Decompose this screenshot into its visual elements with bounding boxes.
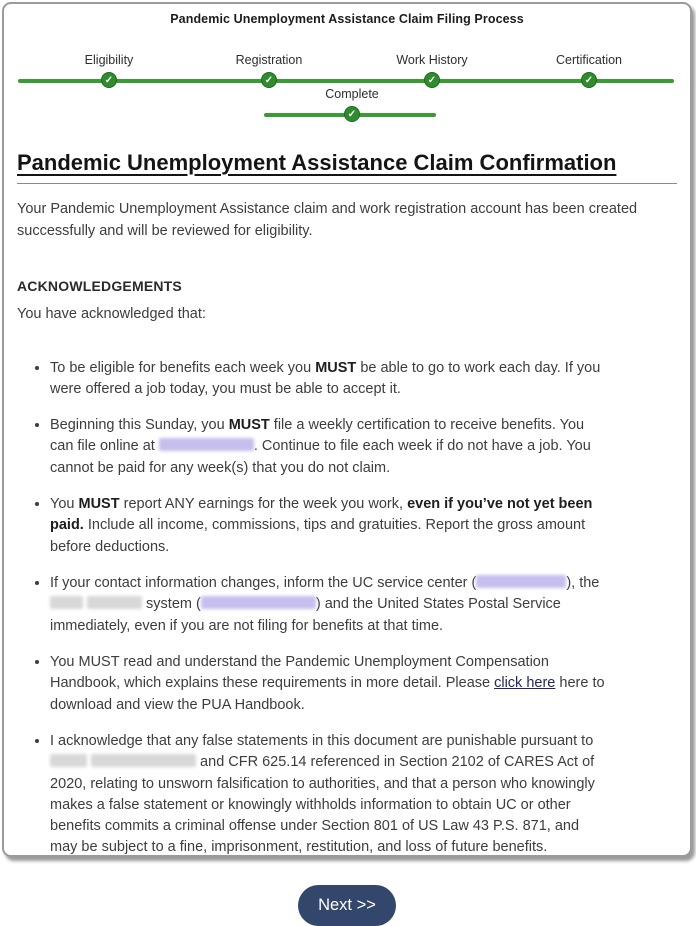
- step-label: Registration: [235, 53, 303, 67]
- step-label: Certification: [556, 53, 622, 67]
- click-here-link[interactable]: click here: [494, 675, 556, 692]
- confirmation-message: Your Pandemic Unemployment Assistance claim and work registration account has been created successfully and will be reviewed for eligibility.: [17, 201, 638, 239]
- next-button[interactable]: Next >>: [298, 885, 396, 926]
- acknowledgement-item: • If your contact information changes, inform the UC service center ( ), the system ( ) and the United States Postal Service immediately, even if you are not filing for benefits at that time.: [50, 573, 608, 637]
- redacted-text: [50, 754, 87, 767]
- redacted-text: [201, 596, 316, 609]
- redacted-text: [476, 575, 566, 588]
- page-title: Pandemic Unemployment Assistance Claim Confirmation: [17, 150, 677, 184]
- acknowledgements-list: [50, 358, 608, 859]
- acknowledgement-item: • To be eligible for benefits each week you MUST be able to go to work each day. If you were offered a job today, you must be able to accept it.: [50, 358, 608, 401]
- process-title: Pandemic Unemployment Assistance Claim Filing Process: [170, 12, 524, 26]
- progress-stepper: [4, 26, 690, 122]
- acknowledgement-item: • You MUST report ANY earnings for the week you work, even if you’ve not yet been paid. Include all income, commissions, tips and gratuities. Report the gross amount before deductions.: [50, 494, 608, 558]
- acknowledgement-item: • You MUST read and understand the Pandemic Unemployment Compensation Handbook, which explains these requirements in more detail. Please click here here to download and view the PUA Handbook.: [50, 652, 608, 716]
- stepper-step-complete: [282, 87, 422, 122]
- button-row: [17, 885, 677, 926]
- check-circle-icon: ✓: [261, 72, 277, 88]
- check-circle-icon: ✓: [344, 106, 360, 122]
- check-circle-icon: ✓: [581, 72, 597, 88]
- redacted-text: [159, 438, 254, 451]
- stepper-step-registration: [199, 53, 339, 88]
- acknowledgements-heading: ACKNOWLEDGEMENTS: [17, 277, 182, 294]
- emphasized-text: MUST: [315, 359, 357, 376]
- stepper-step-eligibility: [39, 53, 179, 88]
- stepper-step-work-history: [362, 53, 502, 88]
- main-content: [4, 150, 690, 926]
- emphasized-text: MUST: [228, 417, 270, 434]
- step-label: Eligibility: [84, 53, 134, 67]
- check-circle-icon: ✓: [424, 72, 440, 88]
- emphasized-text: MUST: [78, 496, 120, 513]
- stepper-step-certification: [519, 53, 659, 88]
- acknowledgement-item: • I acknowledge that any false statements in this document are punishable pursuant to and CFR 625.14 referenced in Section 2102 of CARES Act of 2020, relating to unsworn falsification to authorities, and that a person who knowingly makes a false statement or knowingly withholds information to obtain UC or other benefits commits a criminal offense under Section 801 of US Law 43 P.S. 871, and may be subject to a fine, imprisonment, restitution, and loss of future benefits.: [50, 731, 608, 859]
- redacted-text: [87, 596, 142, 609]
- step-label: Complete: [325, 87, 379, 101]
- acknowledgement-item: • Beginning this Sunday, you MUST file a weekly certification to receive benefits. You can file online at . Continue to file each week if do not have a job. You cannot be paid for any week(s) that you do not claim.: [50, 415, 608, 479]
- step-label: Work History: [396, 53, 468, 67]
- emphasized-text: even if you’ve not yet been paid.: [50, 496, 593, 534]
- check-circle-icon: ✓: [101, 72, 117, 88]
- redacted-text: [50, 596, 83, 609]
- redacted-text: [91, 754, 196, 767]
- acknowledgements-intro: You have acknowledged that:: [17, 305, 206, 322]
- claim-confirmation-page: [2, 2, 692, 914]
